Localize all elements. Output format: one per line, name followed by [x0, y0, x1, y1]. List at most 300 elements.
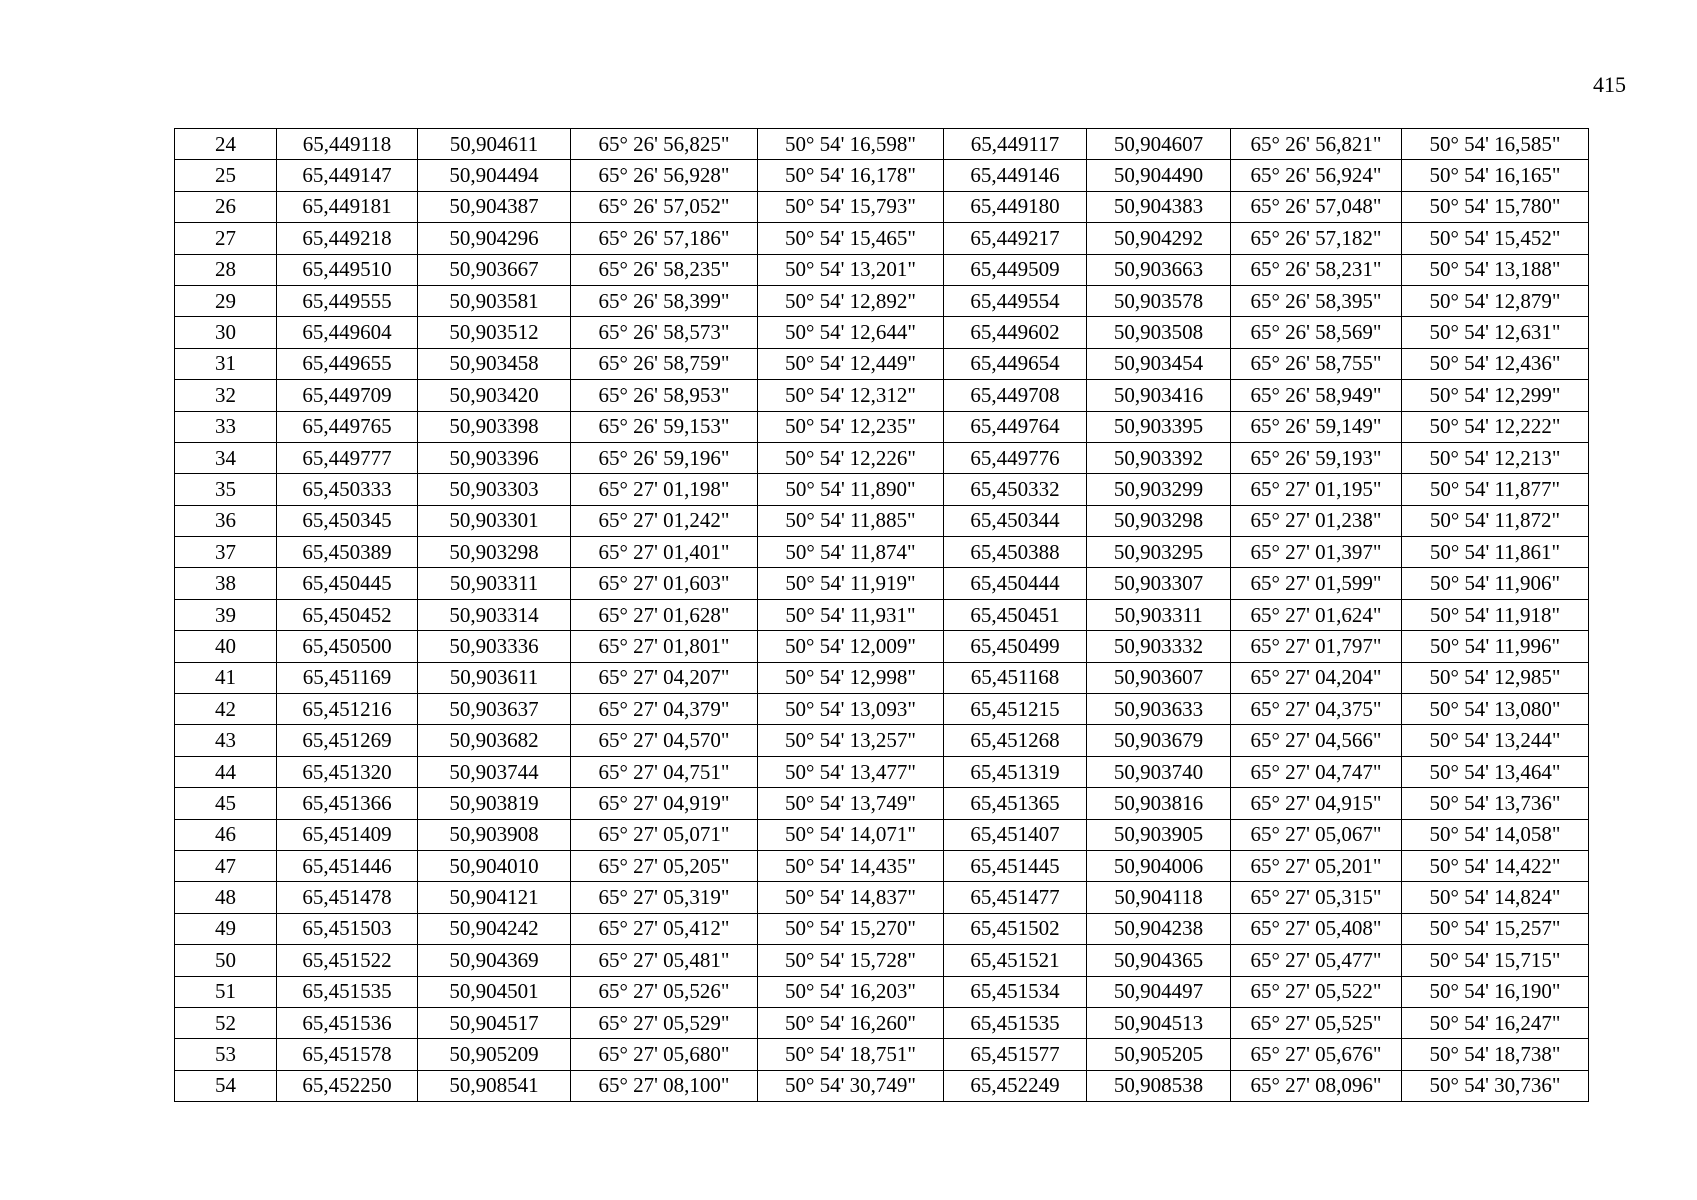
table-row: [175, 129, 1589, 160]
cell-longitude-decimal-1: 50,903744: [418, 756, 571, 787]
cell-longitude-decimal-1: 50,904242: [418, 913, 571, 944]
cell-point-number: 38: [175, 568, 277, 599]
cell-longitude-decimal-1: 50,903512: [418, 317, 571, 348]
cell-latitude-dms-1: 65° 27' 04,751": [571, 756, 758, 787]
cell-longitude-decimal-1: 50,905209: [418, 1039, 571, 1070]
cell-longitude-decimal-2: 50,904292: [1087, 223, 1231, 254]
cell-latitude-decimal-2: 65,449180: [944, 191, 1087, 222]
cell-longitude-decimal-2: 50,904118: [1087, 882, 1231, 913]
cell-longitude-decimal-2: 50,903740: [1087, 756, 1231, 787]
table-row: [175, 945, 1589, 976]
cell-latitude-dms-2: 65° 26' 59,193": [1231, 442, 1402, 473]
cell-longitude-decimal-2: 50,903307: [1087, 568, 1231, 599]
cell-longitude-dms-1: 50° 54' 11,885": [758, 505, 944, 536]
cell-longitude-dms-1: 50° 54' 12,449": [758, 348, 944, 379]
cell-latitude-dms-1: 65° 27' 05,412": [571, 913, 758, 944]
table-row: [175, 348, 1589, 379]
cell-latitude-decimal-1: 65,451320: [277, 756, 418, 787]
cell-latitude-decimal-2: 65,451215: [944, 694, 1087, 725]
cell-longitude-decimal-2: 50,903416: [1087, 380, 1231, 411]
cell-longitude-dms-1: 50° 54' 30,749": [758, 1070, 944, 1101]
cell-longitude-dms-2: 50° 54' 12,436": [1402, 348, 1589, 379]
cell-longitude-dms-2: 50° 54' 30,736": [1402, 1070, 1589, 1101]
cell-latitude-dms-1: 65° 27' 01,603": [571, 568, 758, 599]
cell-longitude-dms-2: 50° 54' 14,824": [1402, 882, 1589, 913]
cell-latitude-dms-1: 65° 26' 59,153": [571, 411, 758, 442]
cell-longitude-decimal-2: 50,904490: [1087, 160, 1231, 191]
cell-latitude-dms-1: 65° 26' 58,759": [571, 348, 758, 379]
cell-latitude-decimal-1: 65,451478: [277, 882, 418, 913]
cell-longitude-decimal-2: 50,903332: [1087, 631, 1231, 662]
cell-longitude-dms-2: 50° 54' 16,585": [1402, 129, 1589, 160]
cell-latitude-decimal-1: 65,451169: [277, 662, 418, 693]
cell-latitude-decimal-2: 65,452249: [944, 1070, 1087, 1101]
cell-latitude-dms-1: 65° 27' 04,570": [571, 725, 758, 756]
cell-longitude-dms-2: 50° 54' 16,165": [1402, 160, 1589, 191]
cell-longitude-decimal-1: 50,903611: [418, 662, 571, 693]
cell-longitude-dms-1: 50° 54' 13,257": [758, 725, 944, 756]
cell-longitude-dms-1: 50° 54' 14,071": [758, 819, 944, 850]
cell-latitude-decimal-1: 65,450333: [277, 474, 418, 505]
cell-latitude-decimal-2: 65,450499: [944, 631, 1087, 662]
cell-longitude-dms-1: 50° 54' 15,728": [758, 945, 944, 976]
cell-longitude-decimal-2: 50,905205: [1087, 1039, 1231, 1070]
cell-latitude-dms-1: 65° 27' 04,919": [571, 788, 758, 819]
cell-latitude-dms-2: 65° 27' 04,915": [1231, 788, 1402, 819]
table-body: [175, 129, 1589, 1102]
cell-longitude-decimal-1: 50,903398: [418, 411, 571, 442]
cell-latitude-decimal-2: 65,449117: [944, 129, 1087, 160]
cell-longitude-dms-1: 50° 54' 13,201": [758, 254, 944, 285]
cell-latitude-decimal-1: 65,449765: [277, 411, 418, 442]
cell-latitude-decimal-2: 65,451319: [944, 756, 1087, 787]
table-row: [175, 631, 1589, 662]
cell-latitude-decimal-2: 65,450451: [944, 599, 1087, 630]
cell-point-number: 32: [175, 380, 277, 411]
cell-latitude-dms-2: 65° 27' 08,096": [1231, 1070, 1402, 1101]
cell-latitude-decimal-1: 65,449218: [277, 223, 418, 254]
cell-point-number: 35: [175, 474, 277, 505]
cell-latitude-dms-1: 65° 27' 01,198": [571, 474, 758, 505]
cell-longitude-dms-1: 50° 54' 16,260": [758, 1007, 944, 1038]
cell-longitude-decimal-1: 50,904387: [418, 191, 571, 222]
cell-latitude-decimal-1: 65,451522: [277, 945, 418, 976]
cell-longitude-dms-2: 50° 54' 11,861": [1402, 537, 1589, 568]
cell-latitude-decimal-2: 65,451407: [944, 819, 1087, 850]
cell-latitude-dms-1: 65° 27' 05,526": [571, 976, 758, 1007]
cell-latitude-decimal-1: 65,449118: [277, 129, 418, 160]
cell-latitude-decimal-2: 65,451445: [944, 850, 1087, 881]
cell-latitude-dms-1: 65° 26' 56,825": [571, 129, 758, 160]
cell-longitude-dms-1: 50° 54' 15,465": [758, 223, 944, 254]
cell-longitude-decimal-2: 50,903298: [1087, 505, 1231, 536]
cell-longitude-dms-2: 50° 54' 14,058": [1402, 819, 1589, 850]
cell-latitude-dms-2: 65° 27' 05,067": [1231, 819, 1402, 850]
cell-longitude-decimal-2: 50,903392: [1087, 442, 1231, 473]
cell-latitude-dms-2: 65° 26' 57,048": [1231, 191, 1402, 222]
cell-longitude-decimal-1: 50,903298: [418, 537, 571, 568]
cell-latitude-decimal-1: 65,451535: [277, 976, 418, 1007]
cell-latitude-dms-1: 65° 27' 05,680": [571, 1039, 758, 1070]
cell-longitude-decimal-2: 50,903299: [1087, 474, 1231, 505]
table-row: [175, 913, 1589, 944]
cell-latitude-dms-1: 65° 27' 01,401": [571, 537, 758, 568]
cell-latitude-dms-2: 65° 27' 05,676": [1231, 1039, 1402, 1070]
cell-longitude-dms-2: 50° 54' 15,257": [1402, 913, 1589, 944]
cell-longitude-decimal-2: 50,903607: [1087, 662, 1231, 693]
table-row: [175, 254, 1589, 285]
cell-longitude-dms-1: 50° 54' 11,919": [758, 568, 944, 599]
cell-point-number: 28: [175, 254, 277, 285]
cell-longitude-dms-2: 50° 54' 12,299": [1402, 380, 1589, 411]
cell-latitude-dms-1: 65° 26' 57,186": [571, 223, 758, 254]
cell-longitude-decimal-1: 50,904494: [418, 160, 571, 191]
cell-longitude-dms-2: 50° 54' 11,872": [1402, 505, 1589, 536]
cell-latitude-decimal-2: 65,451268: [944, 725, 1087, 756]
cell-longitude-decimal-1: 50,903336: [418, 631, 571, 662]
cell-longitude-dms-2: 50° 54' 13,080": [1402, 694, 1589, 725]
cell-point-number: 47: [175, 850, 277, 881]
cell-longitude-decimal-2: 50,904006: [1087, 850, 1231, 881]
cell-longitude-dms-1: 50° 54' 12,998": [758, 662, 944, 693]
cell-point-number: 30: [175, 317, 277, 348]
cell-longitude-decimal-2: 50,908538: [1087, 1070, 1231, 1101]
cell-point-number: 42: [175, 694, 277, 725]
cell-latitude-dms-2: 65° 27' 05,201": [1231, 850, 1402, 881]
cell-point-number: 46: [175, 819, 277, 850]
table-row: [175, 505, 1589, 536]
cell-longitude-decimal-1: 50,904611: [418, 129, 571, 160]
table-row: [175, 1070, 1589, 1101]
cell-latitude-decimal-1: 65,450452: [277, 599, 418, 630]
table-row: [175, 882, 1589, 913]
cell-longitude-decimal-2: 50,903311: [1087, 599, 1231, 630]
cell-latitude-dms-1: 65° 26' 57,052": [571, 191, 758, 222]
cell-latitude-decimal-2: 65,450344: [944, 505, 1087, 536]
cell-latitude-dms-2: 65° 26' 58,231": [1231, 254, 1402, 285]
cell-point-number: 25: [175, 160, 277, 191]
cell-latitude-decimal-1: 65,449604: [277, 317, 418, 348]
cell-longitude-decimal-1: 50,903458: [418, 348, 571, 379]
cell-longitude-dms-2: 50° 54' 15,780": [1402, 191, 1589, 222]
cell-latitude-dms-1: 65° 26' 58,953": [571, 380, 758, 411]
cell-latitude-decimal-1: 65,450500: [277, 631, 418, 662]
cell-latitude-dms-1: 65° 27' 05,481": [571, 945, 758, 976]
cell-point-number: 26: [175, 191, 277, 222]
cell-longitude-decimal-1: 50,903637: [418, 694, 571, 725]
cell-point-number: 36: [175, 505, 277, 536]
cell-latitude-dms-2: 65° 26' 58,755": [1231, 348, 1402, 379]
cell-latitude-decimal-2: 65,449554: [944, 285, 1087, 316]
cell-latitude-decimal-2: 65,451577: [944, 1039, 1087, 1070]
table-row: [175, 976, 1589, 1007]
cell-latitude-dms-2: 65° 27' 04,747": [1231, 756, 1402, 787]
cell-latitude-decimal-1: 65,449510: [277, 254, 418, 285]
cell-point-number: 40: [175, 631, 277, 662]
table-row: [175, 568, 1589, 599]
page-number: 415: [1593, 72, 1626, 97]
cell-latitude-decimal-1: 65,450445: [277, 568, 418, 599]
cell-latitude-dms-1: 65° 26' 58,235": [571, 254, 758, 285]
cell-latitude-dms-2: 65° 26' 58,395": [1231, 285, 1402, 316]
cell-longitude-decimal-1: 50,903819: [418, 788, 571, 819]
cell-longitude-dms-2: 50° 54' 11,918": [1402, 599, 1589, 630]
cell-latitude-dms-2: 65° 27' 04,566": [1231, 725, 1402, 756]
table-row: [175, 380, 1589, 411]
table-row: [175, 442, 1589, 473]
cell-longitude-decimal-1: 50,904010: [418, 850, 571, 881]
cell-longitude-dms-1: 50° 54' 14,837": [758, 882, 944, 913]
table-row: [175, 474, 1589, 505]
cell-latitude-decimal-2: 65,451477: [944, 882, 1087, 913]
cell-longitude-decimal-2: 50,904365: [1087, 945, 1231, 976]
cell-longitude-decimal-1: 50,903314: [418, 599, 571, 630]
table-row: [175, 725, 1589, 756]
cell-latitude-dms-2: 65° 27' 05,525": [1231, 1007, 1402, 1038]
cell-longitude-dms-1: 50° 54' 13,749": [758, 788, 944, 819]
cell-latitude-dms-2: 65° 27' 04,204": [1231, 662, 1402, 693]
cell-longitude-decimal-1: 50,904296: [418, 223, 571, 254]
cell-point-number: 33: [175, 411, 277, 442]
cell-longitude-dms-1: 50° 54' 15,270": [758, 913, 944, 944]
table-row: [175, 537, 1589, 568]
cell-point-number: 31: [175, 348, 277, 379]
cell-latitude-decimal-2: 65,450444: [944, 568, 1087, 599]
cell-latitude-decimal-1: 65,451446: [277, 850, 418, 881]
cell-longitude-dms-1: 50° 54' 16,203": [758, 976, 944, 1007]
cell-latitude-dms-1: 65° 27' 01,801": [571, 631, 758, 662]
cell-latitude-dms-2: 65° 27' 05,522": [1231, 976, 1402, 1007]
cell-latitude-decimal-1: 65,450345: [277, 505, 418, 536]
cell-latitude-decimal-1: 65,449181: [277, 191, 418, 222]
cell-latitude-dms-1: 65° 26' 58,399": [571, 285, 758, 316]
cell-latitude-decimal-1: 65,449709: [277, 380, 418, 411]
cell-latitude-dms-2: 65° 26' 56,924": [1231, 160, 1402, 191]
cell-latitude-decimal-2: 65,450388: [944, 537, 1087, 568]
cell-latitude-decimal-2: 65,451535: [944, 1007, 1087, 1038]
cell-latitude-dms-1: 65° 27' 08,100": [571, 1070, 758, 1101]
cell-longitude-dms-1: 50° 54' 18,751": [758, 1039, 944, 1070]
cell-latitude-dms-2: 65° 26' 58,569": [1231, 317, 1402, 348]
cell-latitude-decimal-1: 65,451366: [277, 788, 418, 819]
cell-longitude-decimal-1: 50,904369: [418, 945, 571, 976]
cell-latitude-decimal-2: 65,449764: [944, 411, 1087, 442]
cell-longitude-dms-2: 50° 54' 11,996": [1402, 631, 1589, 662]
cell-longitude-dms-1: 50° 54' 16,598": [758, 129, 944, 160]
cell-latitude-dms-2: 65° 26' 58,949": [1231, 380, 1402, 411]
cell-latitude-dms-2: 65° 26' 56,821": [1231, 129, 1402, 160]
cell-latitude-dms-1: 65° 27' 01,242": [571, 505, 758, 536]
cell-point-number: 49: [175, 913, 277, 944]
cell-longitude-decimal-2: 50,903508: [1087, 317, 1231, 348]
cell-longitude-dms-1: 50° 54' 11,931": [758, 599, 944, 630]
cell-longitude-decimal-2: 50,904238: [1087, 913, 1231, 944]
cell-latitude-dms-2: 65° 26' 59,149": [1231, 411, 1402, 442]
cell-latitude-dms-2: 65° 27' 05,477": [1231, 945, 1402, 976]
cell-longitude-dms-2: 50° 54' 12,985": [1402, 662, 1589, 693]
cell-latitude-dms-1: 65° 27' 01,628": [571, 599, 758, 630]
cell-longitude-decimal-2: 50,903454: [1087, 348, 1231, 379]
cell-latitude-decimal-2: 65,449776: [944, 442, 1087, 473]
cell-latitude-decimal-1: 65,451269: [277, 725, 418, 756]
cell-point-number: 39: [175, 599, 277, 630]
cell-longitude-decimal-2: 50,903578: [1087, 285, 1231, 316]
table-row: [175, 160, 1589, 191]
cell-longitude-decimal-1: 50,903311: [418, 568, 571, 599]
cell-longitude-dms-1: 50° 54' 12,644": [758, 317, 944, 348]
cell-latitude-dms-1: 65° 27' 05,529": [571, 1007, 758, 1038]
cell-longitude-dms-2: 50° 54' 12,213": [1402, 442, 1589, 473]
cell-latitude-dms-1: 65° 27' 04,207": [571, 662, 758, 693]
cell-point-number: 29: [175, 285, 277, 316]
cell-longitude-dms-1: 50° 54' 13,477": [758, 756, 944, 787]
table-row: [175, 819, 1589, 850]
cell-latitude-dms-1: 65° 27' 05,319": [571, 882, 758, 913]
cell-longitude-dms-2: 50° 54' 11,877": [1402, 474, 1589, 505]
table-row: [175, 223, 1589, 254]
cell-longitude-dms-2: 50° 54' 13,736": [1402, 788, 1589, 819]
cell-latitude-dms-2: 65° 27' 01,195": [1231, 474, 1402, 505]
cell-longitude-decimal-1: 50,903396: [418, 442, 571, 473]
table-row: [175, 662, 1589, 693]
cell-latitude-dms-1: 65° 27' 05,071": [571, 819, 758, 850]
cell-latitude-decimal-1: 65,450389: [277, 537, 418, 568]
cell-longitude-dms-2: 50° 54' 13,188": [1402, 254, 1589, 285]
cell-latitude-decimal-2: 65,451168: [944, 662, 1087, 693]
cell-longitude-dms-2: 50° 54' 13,244": [1402, 725, 1589, 756]
cell-latitude-decimal-1: 65,449777: [277, 442, 418, 473]
cell-latitude-dms-2: 65° 27' 01,599": [1231, 568, 1402, 599]
cell-latitude-decimal-2: 65,449217: [944, 223, 1087, 254]
cell-longitude-dms-2: 50° 54' 16,247": [1402, 1007, 1589, 1038]
cell-longitude-decimal-1: 50,903420: [418, 380, 571, 411]
cell-longitude-decimal-2: 50,904383: [1087, 191, 1231, 222]
table-row: [175, 317, 1589, 348]
cell-longitude-decimal-2: 50,904513: [1087, 1007, 1231, 1038]
cell-latitude-decimal-2: 65,450332: [944, 474, 1087, 505]
coordinates-table: [174, 128, 1589, 1102]
cell-point-number: 48: [175, 882, 277, 913]
cell-longitude-dms-2: 50° 54' 11,906": [1402, 568, 1589, 599]
cell-longitude-decimal-2: 50,904607: [1087, 129, 1231, 160]
coordinates-table-container: [174, 128, 1588, 1102]
table-row: [175, 191, 1589, 222]
cell-point-number: 34: [175, 442, 277, 473]
cell-longitude-decimal-1: 50,903581: [418, 285, 571, 316]
cell-longitude-decimal-2: 50,903663: [1087, 254, 1231, 285]
cell-point-number: 27: [175, 223, 277, 254]
cell-longitude-decimal-2: 50,904497: [1087, 976, 1231, 1007]
cell-latitude-dms-2: 65° 27' 05,315": [1231, 882, 1402, 913]
cell-latitude-dms-1: 65° 26' 58,573": [571, 317, 758, 348]
cell-point-number: 50: [175, 945, 277, 976]
cell-latitude-decimal-2: 65,451534: [944, 976, 1087, 1007]
cell-latitude-dms-2: 65° 27' 01,624": [1231, 599, 1402, 630]
table-row: [175, 411, 1589, 442]
cell-latitude-dms-1: 65° 26' 56,928": [571, 160, 758, 191]
cell-latitude-decimal-1: 65,451578: [277, 1039, 418, 1070]
cell-latitude-dms-1: 65° 27' 05,205": [571, 850, 758, 881]
cell-longitude-decimal-1: 50,903303: [418, 474, 571, 505]
cell-longitude-dms-2: 50° 54' 13,464": [1402, 756, 1589, 787]
table-row: [175, 694, 1589, 725]
cell-latitude-decimal-2: 65,449654: [944, 348, 1087, 379]
cell-longitude-dms-1: 50° 54' 11,890": [758, 474, 944, 505]
table-row: [175, 756, 1589, 787]
cell-latitude-decimal-1: 65,449555: [277, 285, 418, 316]
cell-longitude-dms-2: 50° 54' 12,222": [1402, 411, 1589, 442]
cell-longitude-dms-1: 50° 54' 15,793": [758, 191, 944, 222]
cell-longitude-dms-2: 50° 54' 12,879": [1402, 285, 1589, 316]
cell-latitude-dms-2: 65° 27' 01,238": [1231, 505, 1402, 536]
cell-point-number: 45: [175, 788, 277, 819]
cell-longitude-dms-1: 50° 54' 16,178": [758, 160, 944, 191]
cell-latitude-dms-2: 65° 27' 01,397": [1231, 537, 1402, 568]
cell-longitude-dms-1: 50° 54' 12,892": [758, 285, 944, 316]
cell-latitude-decimal-2: 65,449708: [944, 380, 1087, 411]
cell-longitude-dms-1: 50° 54' 12,312": [758, 380, 944, 411]
cell-longitude-decimal-1: 50,903301: [418, 505, 571, 536]
cell-longitude-dms-2: 50° 54' 14,422": [1402, 850, 1589, 881]
cell-latitude-decimal-2: 65,449602: [944, 317, 1087, 348]
table-row: [175, 788, 1589, 819]
cell-latitude-decimal-1: 65,449655: [277, 348, 418, 379]
cell-latitude-decimal-1: 65,451536: [277, 1007, 418, 1038]
cell-longitude-dms-2: 50° 54' 15,452": [1402, 223, 1589, 254]
cell-longitude-decimal-2: 50,903395: [1087, 411, 1231, 442]
cell-point-number: 53: [175, 1039, 277, 1070]
cell-latitude-dms-1: 65° 26' 59,196": [571, 442, 758, 473]
cell-longitude-decimal-1: 50,904501: [418, 976, 571, 1007]
cell-latitude-decimal-2: 65,451365: [944, 788, 1087, 819]
cell-latitude-dms-1: 65° 27' 04,379": [571, 694, 758, 725]
cell-point-number: 24: [175, 129, 277, 160]
cell-latitude-decimal-2: 65,449146: [944, 160, 1087, 191]
cell-longitude-dms-1: 50° 54' 12,235": [758, 411, 944, 442]
cell-longitude-dms-2: 50° 54' 18,738": [1402, 1039, 1589, 1070]
cell-latitude-decimal-2: 65,451521: [944, 945, 1087, 976]
cell-latitude-dms-2: 65° 27' 05,408": [1231, 913, 1402, 944]
cell-latitude-dms-2: 65° 27' 01,797": [1231, 631, 1402, 662]
cell-latitude-decimal-1: 65,451409: [277, 819, 418, 850]
cell-longitude-decimal-1: 50,908541: [418, 1070, 571, 1101]
cell-longitude-decimal-1: 50,904517: [418, 1007, 571, 1038]
cell-latitude-dms-2: 65° 26' 57,182": [1231, 223, 1402, 254]
cell-latitude-decimal-1: 65,451503: [277, 913, 418, 944]
cell-point-number: 41: [175, 662, 277, 693]
cell-longitude-dms-1: 50° 54' 12,226": [758, 442, 944, 473]
table-row: [175, 1007, 1589, 1038]
cell-latitude-decimal-1: 65,449147: [277, 160, 418, 191]
cell-longitude-decimal-2: 50,903679: [1087, 725, 1231, 756]
cell-point-number: 54: [175, 1070, 277, 1101]
cell-longitude-decimal-1: 50,903682: [418, 725, 571, 756]
table-row: [175, 850, 1589, 881]
cell-latitude-decimal-1: 65,451216: [277, 694, 418, 725]
cell-latitude-decimal-1: 65,452250: [277, 1070, 418, 1101]
cell-point-number: 52: [175, 1007, 277, 1038]
cell-latitude-decimal-2: 65,449509: [944, 254, 1087, 285]
table-row: [175, 599, 1589, 630]
cell-longitude-decimal-2: 50,903295: [1087, 537, 1231, 568]
cell-longitude-dms-2: 50° 54' 15,715": [1402, 945, 1589, 976]
cell-longitude-dms-1: 50° 54' 13,093": [758, 694, 944, 725]
cell-longitude-dms-2: 50° 54' 16,190": [1402, 976, 1589, 1007]
cell-longitude-decimal-2: 50,903816: [1087, 788, 1231, 819]
table-row: [175, 285, 1589, 316]
cell-longitude-decimal-2: 50,903633: [1087, 694, 1231, 725]
cell-latitude-dms-2: 65° 27' 04,375": [1231, 694, 1402, 725]
